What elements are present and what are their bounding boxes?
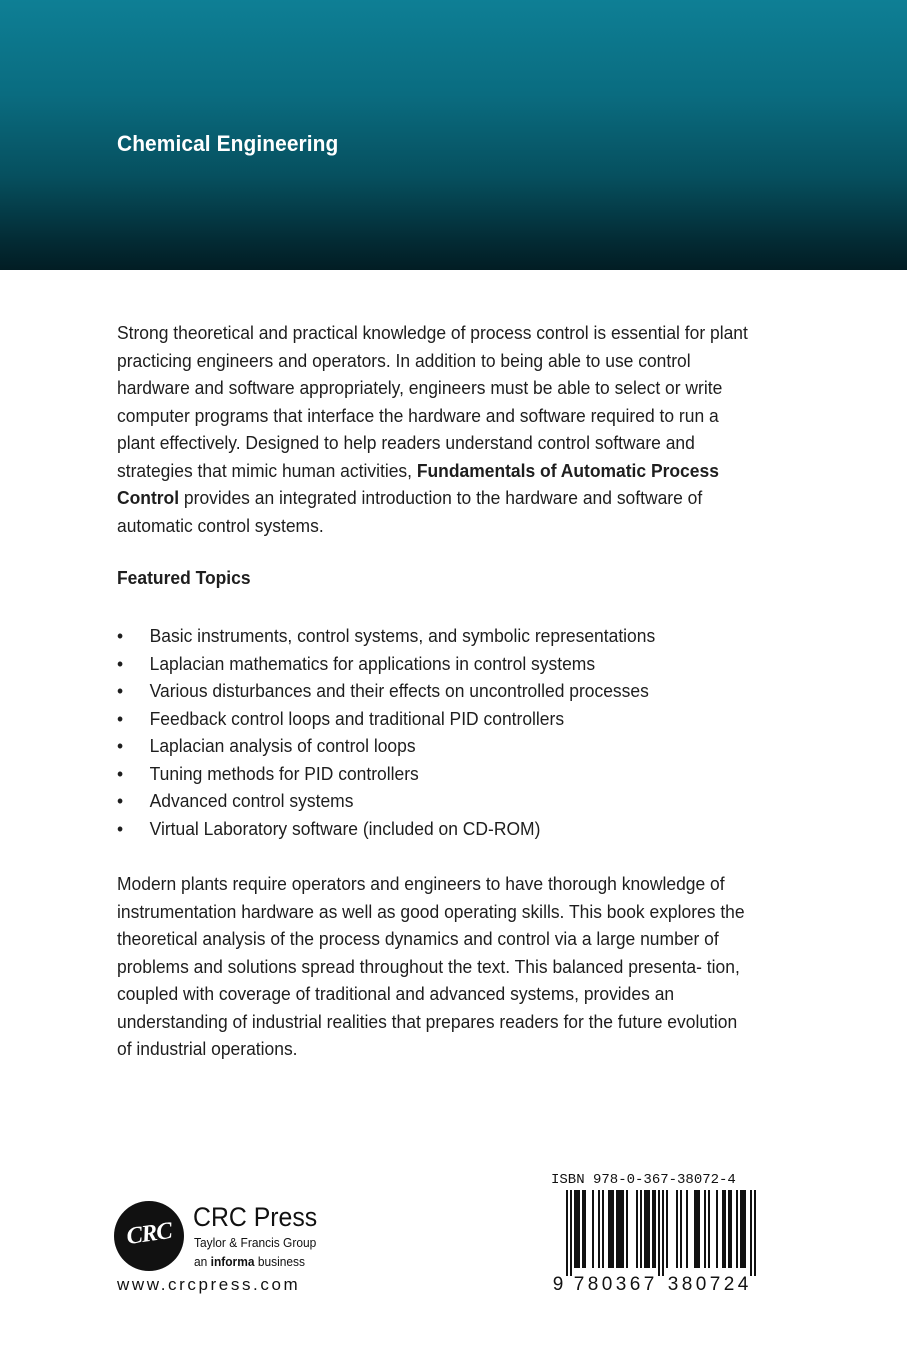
barcode-digit: 3 [667, 1274, 679, 1294]
barcode-bar [640, 1190, 642, 1268]
barcode-bar [754, 1190, 756, 1276]
barcode-bar [598, 1190, 600, 1268]
topic-text: Various disturbances and their effects on uncontrolled processes [149, 681, 649, 701]
barcode-bar [602, 1190, 604, 1268]
barcode-bar [676, 1190, 678, 1268]
barcode-bar [704, 1190, 706, 1268]
barcode-bar [612, 1190, 614, 1268]
barcode-digit: 7 [643, 1274, 655, 1294]
barcode-bar [728, 1190, 730, 1268]
barcode-bar [582, 1190, 584, 1268]
barcode-bar [610, 1190, 612, 1268]
barcode-bar [666, 1190, 668, 1268]
barcode-bar [636, 1190, 638, 1268]
topic-item [117, 651, 655, 679]
crc-logo-text: CRC [124, 1217, 174, 1251]
intro-text-start: Strong theoretical and practical knowledge of process control is essential for plant practicing engineers and operators. In addition to being able to use control hardware and software appropriately, engineers must be able to select or write computer programs that interface the hardware and software required to run a plant effectively. Designed to help readers understand control software and strategies that mimic human activities, [117, 323, 748, 481]
bullet-icon: • [117, 626, 124, 646]
barcode-bar [584, 1190, 586, 1268]
intro-text-end: provides an integrated introduction to the hardware and software of automatic control systems. [117, 488, 703, 536]
barcode-bar [722, 1190, 724, 1268]
barcode-bar [740, 1190, 742, 1268]
barcode-bar [574, 1190, 576, 1268]
barcode-bar [576, 1190, 578, 1268]
barcode-bar [686, 1190, 688, 1268]
topic-item [117, 678, 655, 706]
topic-item [117, 788, 655, 816]
barcode-bar [694, 1190, 696, 1268]
bullet-icon: • [117, 653, 124, 674]
barcode-bar [750, 1190, 752, 1276]
topic-text: Basic instruments, control systems, and symbolic representations [149, 626, 656, 646]
barcode-bar [744, 1190, 746, 1268]
barcode-bar [736, 1190, 738, 1268]
publisher-url: www.crcpress.com [117, 1275, 301, 1294]
barcode-digit: 4 [737, 1274, 749, 1294]
publisher-group: Taylor & Francis Group [194, 1235, 317, 1250]
topic-item [117, 816, 655, 844]
barcode-digit: 0 [601, 1274, 613, 1294]
category-label: Chemical Engineering [117, 131, 339, 156]
bullet-icon: • [117, 708, 124, 729]
business-suffix: business [254, 1254, 306, 1269]
bullet-icon: • [117, 818, 124, 839]
barcode-digit: 0 [695, 1274, 707, 1294]
intro-paragraph [117, 320, 751, 540]
business-bold: informa [210, 1254, 255, 1269]
topic-text: Tuning methods for PID controllers [149, 763, 419, 784]
barcode-bar [644, 1190, 646, 1268]
barcode-digit: 7 [573, 1274, 585, 1294]
barcode-digit: 6 [629, 1274, 641, 1294]
barcode-bar [658, 1190, 660, 1276]
barcode-digit: 9 [552, 1274, 564, 1294]
barcode-bar [696, 1190, 698, 1268]
barcode-bar [680, 1190, 682, 1268]
barcode-bar [566, 1190, 568, 1276]
bullet-icon: • [117, 681, 124, 701]
topic-text: Laplacian analysis of control loops [149, 736, 416, 756]
barcode-bar [608, 1190, 610, 1268]
topic-text: Laplacian mathematics for applications in control systems [149, 653, 596, 674]
barcode-bar [626, 1190, 628, 1268]
bullet-icon: • [117, 736, 124, 756]
barcode-digit: 7 [709, 1274, 721, 1294]
barcode-bar [570, 1190, 572, 1276]
barcode-bar [622, 1190, 624, 1268]
barcode-bar [698, 1190, 700, 1268]
topic-item [117, 733, 655, 761]
barcode-bar [654, 1190, 656, 1268]
barcode-bar [620, 1190, 622, 1268]
barcode-bar [592, 1190, 594, 1268]
barcode-bar [578, 1190, 580, 1268]
topic-text: Feedback control loops and traditional PID controllers [149, 708, 565, 729]
barcode [552, 1190, 772, 1294]
barcode-bar [730, 1190, 732, 1268]
barcode-bar [708, 1190, 710, 1268]
topic-item [117, 623, 655, 651]
barcode-bar [662, 1190, 664, 1276]
barcode-bar [652, 1190, 654, 1268]
topic-item [117, 761, 655, 789]
business-prefix: an [194, 1254, 211, 1269]
bullet-icon: • [117, 763, 124, 784]
barcode-bar [616, 1190, 618, 1268]
barcode-bar [646, 1190, 648, 1268]
crc-logo-icon [114, 1201, 184, 1271]
featured-topics-heading: Featured Topics [117, 568, 251, 588]
barcode-bar [742, 1190, 744, 1268]
barcode-digit: 2 [723, 1274, 735, 1294]
topic-text: Virtual Laboratory software (included on CD-ROM) [149, 818, 541, 839]
publisher-name: CRC Press [193, 1202, 318, 1232]
barcode-bar [724, 1190, 726, 1268]
isbn-label: ISBN 978-0-367-38072-4 [551, 1172, 736, 1188]
featured-topics-list [117, 623, 655, 843]
book-title: Fundamentals of Automatic Process Control [117, 460, 719, 508]
barcode-digit: 8 [587, 1274, 599, 1294]
bullet-icon: • [117, 791, 124, 811]
barcode-digit: 3 [615, 1274, 627, 1294]
barcode-bar [648, 1190, 650, 1268]
barcode-bar [716, 1190, 718, 1268]
header-band [0, 0, 907, 270]
topic-item [117, 706, 655, 734]
barcode-digit: 8 [681, 1274, 693, 1294]
topic-text: Advanced control systems [149, 791, 354, 811]
barcode-bar [618, 1190, 620, 1268]
publisher-business [194, 1254, 305, 1269]
closing-paragraph: Modern plants require operators and engineers to have thorough knowledge of instrumentation hardware as well as good operating skills. This book explores the theoretical analysis of the process dynamics and control via a large number of problems and solutions spread throughout the text. This balanced presenta- tion, coupled with coverage of traditional and advanced systems, provides an understanding of industrial realities that prepares readers for the future evolution of industrial operations. [117, 874, 745, 1059]
